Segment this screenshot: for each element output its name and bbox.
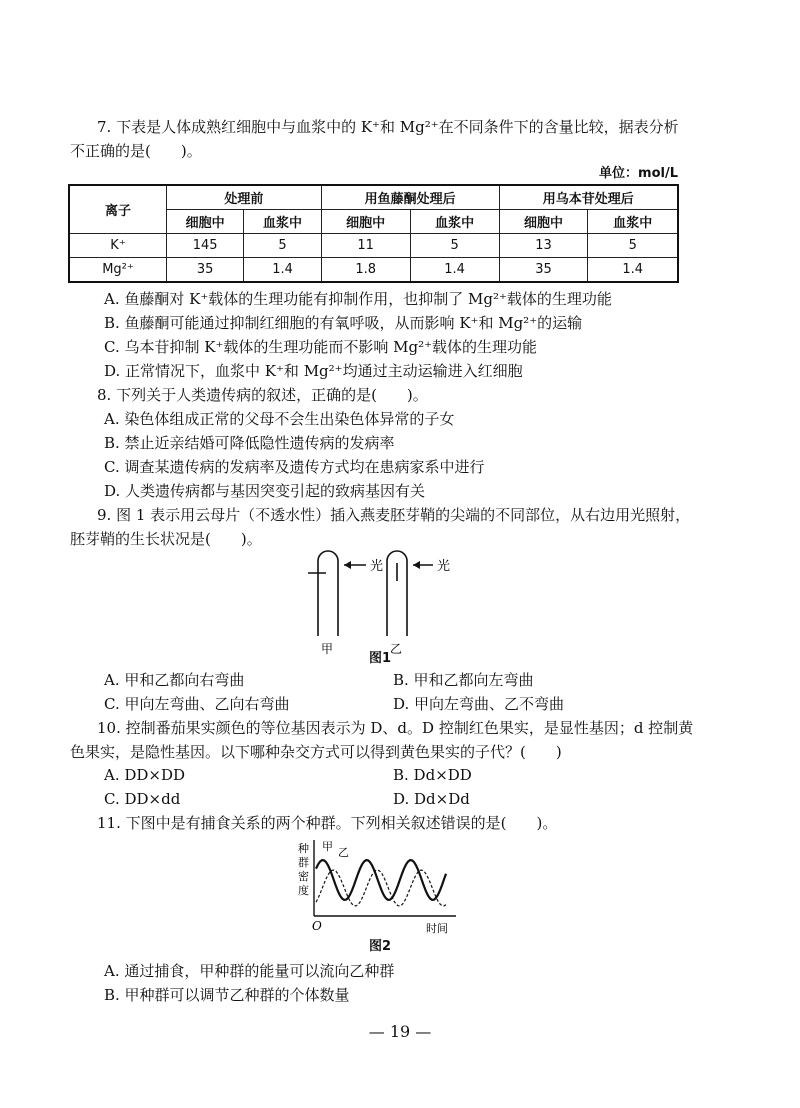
ylabel-char: 度 xyxy=(298,884,309,897)
table-cell: 5 xyxy=(244,234,321,258)
q9-stem-line2: 胚芽鞘的生长状况是( )。 xyxy=(70,530,262,548)
table-subheader: 细胞中 xyxy=(499,210,588,234)
coleoptile-figure xyxy=(296,541,476,661)
table-cell: 1.8 xyxy=(321,258,410,283)
series-yi-label: 乙 xyxy=(338,846,349,859)
series-jia-curve xyxy=(316,860,446,900)
table-cell: 145 xyxy=(167,234,244,258)
label-yi: 乙 xyxy=(390,642,403,656)
xlabel: 时间 xyxy=(426,922,448,935)
figure1-caption: 图1 xyxy=(369,651,392,666)
figure2-caption: 图2 xyxy=(369,939,392,954)
q11-option-a: A. 通过捕食，甲种群的能量可以流向乙种群 xyxy=(104,962,395,980)
table-row xyxy=(69,258,678,283)
q9-stem-line1: 9. 图 1 表示用云母片（不透水性）插入燕麦胚芽鞘的尖端的不同部位，从右边用光照射， xyxy=(97,506,691,524)
q7-option-d: D. 正常情况下，血浆中 K⁺和 Mg²⁺均通过主动运输进入红细胞 xyxy=(104,362,523,380)
q9-option-d: D. 甲向左弯曲、乙不弯曲 xyxy=(393,695,565,713)
origin-label: O xyxy=(312,919,322,933)
q8-option-d: D. 人类遗传病都与基因突变引起的致病基因有关 xyxy=(104,482,426,500)
table-subheader: 血浆中 xyxy=(588,210,678,234)
ylabel-char: 群 xyxy=(298,856,309,869)
label-jia: 甲 xyxy=(321,642,334,656)
arrow-head-icon xyxy=(344,561,351,569)
table-cell: 1.4 xyxy=(410,258,499,283)
table-group-header: 处理前 xyxy=(167,185,322,210)
q10-option-a: A. DD×DD xyxy=(104,766,186,784)
table-group-header: 用乌本苷处理后 xyxy=(499,185,678,210)
q7-option-b: B. 鱼藤酮可能通过抑制红细胞的有氧呼吸，从而影响 K⁺和 Mg²⁺的运输 xyxy=(104,314,583,332)
q7-stem-line1: 7. 下表是人体成熟红细胞中与血浆中的 K⁺和 Mg²⁺在不同条件下的含量比较，据表分析 xyxy=(97,118,679,136)
arrow-head-icon xyxy=(413,561,420,569)
table-cell: 1.4 xyxy=(244,258,321,283)
table-cell: 5 xyxy=(410,234,499,258)
q10-option-c: C. DD×dd xyxy=(104,790,181,808)
series-jia-label: 甲 xyxy=(322,840,333,853)
q8-option-c: C. 调查某遗传病的发病率及遗传方式均在患病家系中进行 xyxy=(104,458,485,476)
table-subheader: 血浆中 xyxy=(410,210,499,234)
table-cell: 13 xyxy=(499,234,588,258)
q8-stem: 8. 下列关于人类遗传病的叙述，正确的是( )。 xyxy=(97,386,428,404)
q10-option-d: D. Dd×Dd xyxy=(393,790,470,808)
table-cell: 35 xyxy=(167,258,244,283)
light-label-1: 光 xyxy=(370,559,384,574)
q8-option-b: B. 禁止近亲结婚可降低隐性遗传病的发病率 xyxy=(104,434,395,452)
q9-option-b: B. 甲和乙都向左弯曲 xyxy=(393,671,534,689)
q9-option-a: A. 甲和乙都向右弯曲 xyxy=(104,671,245,689)
table-cell: 35 xyxy=(499,258,588,283)
table-cell-ion: Mg²⁺ xyxy=(69,258,167,283)
q7-option-a: A. 鱼藤酮对 K⁺载体的生理功能有抑制作用，也抑制了 Mg²⁺载体的生理功能 xyxy=(104,290,612,308)
q8-option-a: A. 染色体组成正常的父母不会生出染色体异常的子女 xyxy=(104,410,455,428)
unit-label: 单位：mol/L xyxy=(599,166,678,181)
light-label-2: 光 xyxy=(437,559,451,574)
ion-table xyxy=(68,184,679,283)
q10-stem-line2: 色果实，是隐性基因。以下哪种杂交方式可以得到黄色果实的子代？( ) xyxy=(70,743,562,761)
table-row xyxy=(69,234,678,258)
q9-option-c: C. 甲向左弯曲、乙向右弯曲 xyxy=(104,695,290,713)
page-number: — 19 — xyxy=(368,1022,432,1041)
table-cell: 5 xyxy=(588,234,678,258)
ylabel-char: 密 xyxy=(298,870,309,883)
q7-option-c: C. 乌本苷抑制 K⁺载体的生理功能而不影响 Mg²⁺载体的生理功能 xyxy=(104,338,538,356)
table-subheader: 血浆中 xyxy=(244,210,321,234)
table-cell: 11 xyxy=(321,234,410,258)
q10-stem-line1: 10. 控制番茄果实颜色的等位基因表示为 D、d。D 控制红色果实，是显性基因；d 控制黄 xyxy=(97,719,694,737)
q11-stem: 11. 下图中是有捕食关系的两个种群。下列相关叙述错误的是( )。 xyxy=(97,814,558,832)
q11-option-b: B. 甲种群可以调节乙种群的个体数量 xyxy=(104,986,350,1004)
q10-option-b: B. Dd×DD xyxy=(393,766,472,784)
table-subheader: 细胞中 xyxy=(167,210,244,234)
table-cell: 1.4 xyxy=(588,258,678,283)
table-group-header: 用鱼藤酮处理后 xyxy=(321,185,499,210)
ylabel-char: 种 xyxy=(298,842,309,855)
table-cell-ion: K⁺ xyxy=(69,234,167,258)
table-header-ion: 离子 xyxy=(69,185,167,234)
q7-stem-line2: 不正确的是( )。 xyxy=(70,142,202,160)
coleoptile-jia xyxy=(318,551,338,636)
table-subheader: 细胞中 xyxy=(321,210,410,234)
population-figure xyxy=(296,838,466,948)
